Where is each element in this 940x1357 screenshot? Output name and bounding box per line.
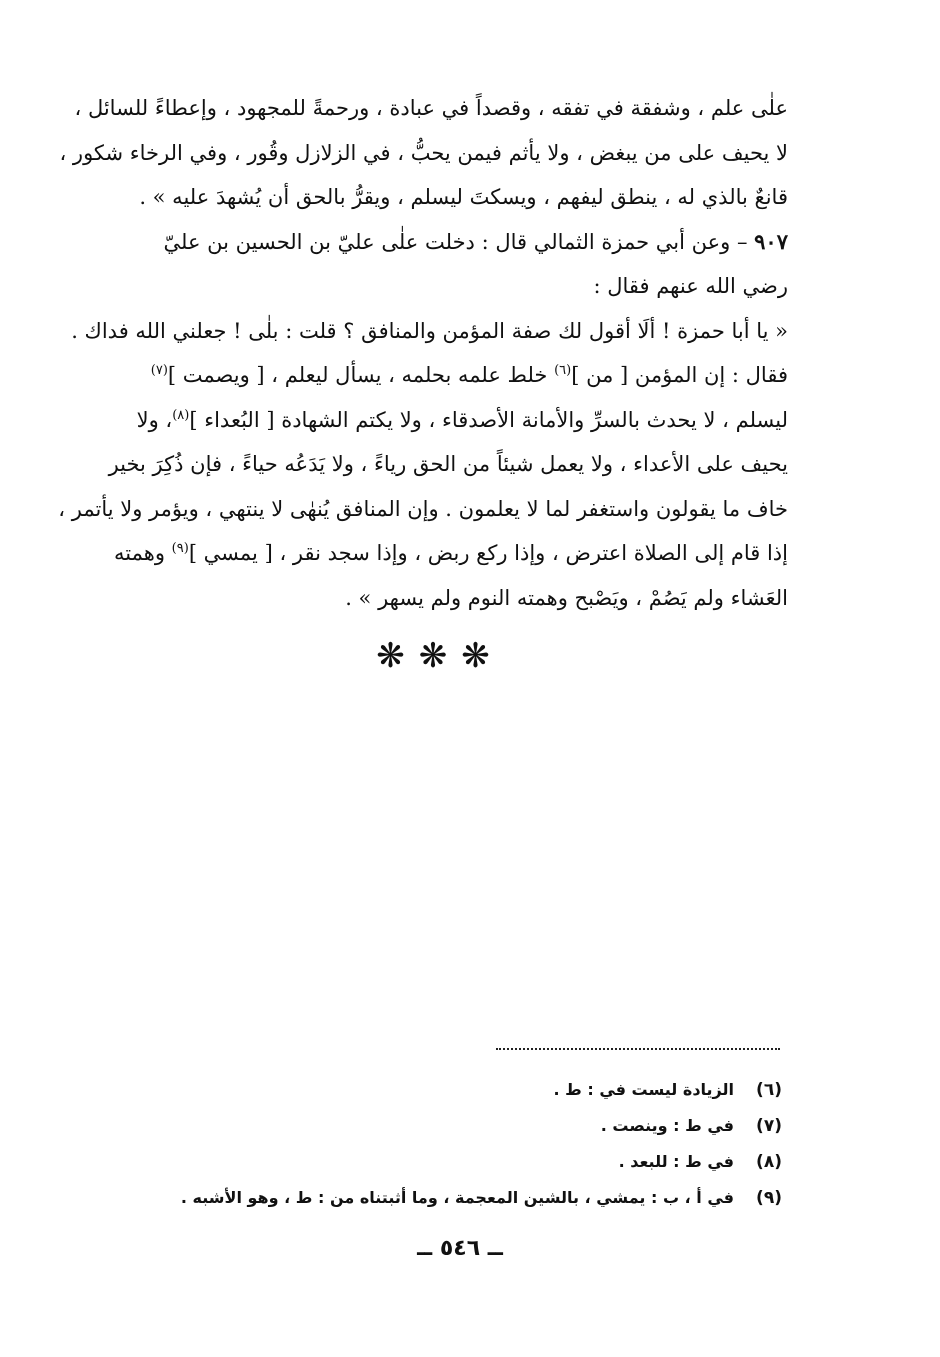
page-number: ــ ٥٤٦ ــ (417, 1236, 503, 1261)
footnote-number: (٩) (756, 1188, 782, 1208)
footnote-text: في أ ، ب : يمشي ، بالشين المعجمة ، وما أثبتناه من : ط ، وهو الأشبه . (180, 1188, 734, 1207)
footnotes-list (142, 1072, 782, 1216)
text-segment: إذا قام إلى الصلاة اعترض ، وإذا ركع ربض ، وإذا سجد نقر ، [ يمسي ] (188, 541, 788, 565)
footnote-number: (٨) (756, 1152, 782, 1172)
footnote-ref[interactable]: (٩) (171, 541, 189, 556)
footnote-item (142, 1108, 782, 1144)
footnote-item (142, 1144, 782, 1180)
footnote-number: (٦) (756, 1080, 782, 1100)
footnote-text: الزيادة ليست في : ط . (553, 1080, 734, 1099)
text-line: علٰى علم ، وشفقة في تفقه ، وقصداً في عبادة ، ورحمةً للمجهود ، وإعطاءً للسائل ، (74, 96, 788, 120)
footnote-number: (٧) (756, 1116, 782, 1136)
text-line (140, 220, 788, 265)
footnote-text: في ط : وينصت . (600, 1116, 734, 1135)
footnote-ref[interactable]: (٨) (172, 407, 190, 423)
text-segment: خلط علمه بحلمه ، يسأل ليعلم ، [ ويصمت ] (167, 363, 555, 387)
text-line: يحيف على الأعداء ، ولا يعمل شيئاً من الحق رياءً ، ولا يَدَعُه حياءً ، فإن ذُكِرَ بخير (108, 452, 788, 476)
footnote-item (142, 1180, 782, 1216)
main-text (58, 86, 788, 620)
text-segment: – وعن أبي حمزة الثمالي قال : دخلت علٰى عليّ بن الحسين بن عليّ (163, 229, 748, 254)
paragraph-continuation (59, 86, 788, 220)
paragraph-quote (58, 309, 788, 621)
text-line: قانعٌ بالذي له ، ينطق ليفهم ، ويسكتَ ليسلم ، ويقرُّ بالحق أن يُشهدَ عليه » . (139, 185, 788, 209)
footnote-ref[interactable]: (٧) (150, 363, 168, 378)
entry-number: ٩٠٧ (754, 228, 788, 254)
text-line: خاف ما يقولون واستغفر لما لا يعلمون . وإن المنافق يُنهٰى لا ينتهي ، ويؤمر ولا يأتمر ، (58, 496, 788, 521)
text-line: رضي الله عنهم فقال : (593, 274, 788, 298)
text-segment: وهمته (114, 541, 172, 565)
text-segment: فقال : إن المؤمن [ من ] (571, 363, 788, 387)
footnote-item (142, 1072, 782, 1108)
text-segment: ، ولا (136, 407, 173, 432)
footnote-text: في ط : للبعد . (618, 1152, 734, 1171)
footnote-separator (496, 1048, 780, 1050)
text-line (136, 398, 788, 443)
section-ornament: ❋❋❋ (376, 636, 504, 676)
text-segment: ليسلم ، لا يحدث بالسرِّ والأمانة الأصدقاء ، ولا يكتم الشهادة [ البُعداء ] (189, 407, 788, 432)
paragraph-entry-907 (140, 220, 788, 309)
text-line (140, 353, 788, 398)
footnote-ref[interactable]: (٦) (554, 363, 572, 378)
text-line: « يا أبا حمزة ! ألَا أقول لك صفة المؤمن والمنافق ؟ قلت : بلٰى ! جعلني الله فداك . (71, 318, 788, 343)
text-line: العَشاء ولم يَصُمْ ، ويَصْبح وهمته النوم ولم يسهر » . (345, 585, 788, 610)
text-line: لا يحيف على من يبغض ، ولا يأثم فيمن يحبُّ ، في الزلازل وقُور ، وفي الرخاء شكور ، (59, 140, 788, 165)
text-line (114, 531, 788, 576)
